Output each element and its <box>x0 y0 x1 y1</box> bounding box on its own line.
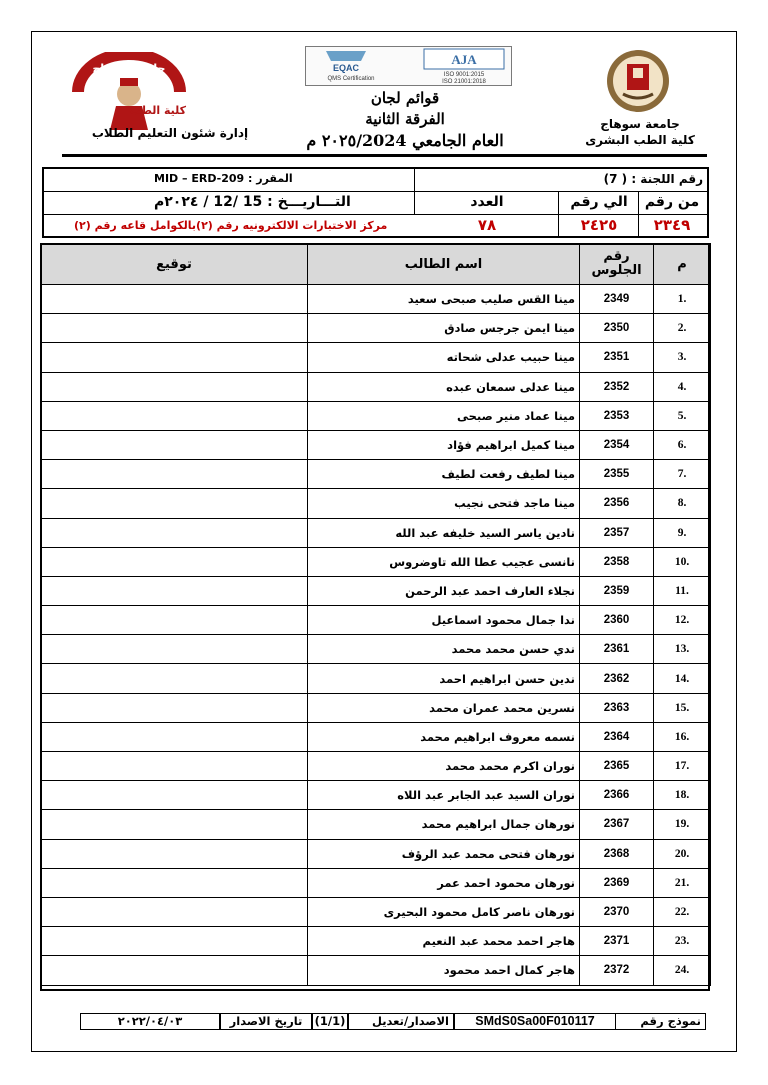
signature-cell <box>41 460 308 489</box>
university-name: جامعة سوهاج <box>600 117 680 131</box>
row-number: .2 <box>654 314 711 343</box>
table-row <box>41 752 711 781</box>
svg-text:جامعة سوهاج: جامعة سوهاج <box>92 62 166 75</box>
svg-text:كلية الطب: كلية الطب <box>129 104 187 117</box>
from-label: من رقم <box>644 194 700 210</box>
from-value: ٢٣٤٩ <box>653 216 691 234</box>
table-row <box>41 343 711 372</box>
row-number: .13 <box>654 635 711 664</box>
signature-cell <box>41 868 308 897</box>
row-number: .14 <box>654 664 711 693</box>
signature-cell <box>41 635 308 664</box>
signature-cell <box>41 547 308 576</box>
seat-number: 2367 <box>580 810 654 839</box>
row-number: .24 <box>654 956 711 985</box>
table-row <box>41 810 711 839</box>
count-value: ٧٨ <box>477 216 497 234</box>
col-header-seat: رقم الجلوس <box>580 244 654 285</box>
student-name: نوران السيد عبد الجابر عبد اللاه <box>308 781 580 810</box>
count-label: العدد <box>470 194 504 210</box>
student-name: ندا جمال محمود اسماعيل <box>308 606 580 635</box>
committee-info-box <box>42 167 709 238</box>
row-number: .10 <box>654 547 711 576</box>
signature-cell <box>41 839 308 868</box>
seat-number: 2366 <box>580 781 654 810</box>
signature-cell <box>41 722 308 751</box>
table-row <box>41 897 711 926</box>
form-number-label: نموذج رقم <box>616 1013 706 1030</box>
title-committee-lists: قوائم لجان <box>370 89 440 107</box>
signature-cell <box>41 285 308 314</box>
title-year-group: الفرقة الثانية <box>365 110 445 128</box>
students-table <box>40 243 711 986</box>
table-row <box>41 460 711 489</box>
page-header <box>0 0 768 160</box>
student-name: نانسى عجيب عطا الله تاوضروس <box>308 547 580 576</box>
student-name: هاجر كمال احمد محمود <box>308 956 580 985</box>
seat-number: 2353 <box>580 401 654 430</box>
seat-number: 2364 <box>580 722 654 751</box>
form-footer <box>80 1013 706 1030</box>
signature-cell <box>41 489 308 518</box>
signature-cell <box>41 810 308 839</box>
seat-number: 2358 <box>580 547 654 576</box>
student-name: مينا عماد منير صبحى <box>308 401 580 430</box>
student-name: مينا ايمن جرجس صادق <box>308 314 580 343</box>
svg-text:EQAC: EQAC <box>332 63 360 73</box>
student-name: مينا القس صليب صبحى سعيد <box>308 285 580 314</box>
issue-date-label: تاريخ الاصدار <box>220 1013 312 1030</box>
signature-cell <box>41 693 308 722</box>
seat-number: 2363 <box>580 693 654 722</box>
row-number: .16 <box>654 722 711 751</box>
student-name: نجلاء العارف احمد عبد الرحمن <box>308 576 580 605</box>
faculty-name <box>585 116 695 148</box>
table-row <box>41 781 711 810</box>
student-name: نورهان ناصر كامل محمود البحيرى <box>308 897 580 926</box>
row-number: .5 <box>654 401 711 430</box>
signature-cell <box>41 518 308 547</box>
exam-date: التـــاريـــخ : 15 /12 / ٢٠٢٤م <box>154 194 351 210</box>
seat-number: 2361 <box>580 635 654 664</box>
student-name: مينا لطيف رفعت لطيف <box>308 460 580 489</box>
document-titles <box>300 88 510 151</box>
table-row <box>41 722 711 751</box>
signature-cell <box>41 314 308 343</box>
seat-number: 2371 <box>580 927 654 956</box>
table-row <box>41 927 711 956</box>
signature-cell <box>41 343 308 372</box>
exam-location: مركز الاختبارات الالكترونيه رقم (٢)بالكوامل قاعه رقم (٢) <box>74 219 388 232</box>
table-row <box>41 956 711 985</box>
faculty-logo-icon <box>605 48 671 114</box>
table-row <box>41 664 711 693</box>
student-name: مينا كميل ابراهيم فؤاد <box>308 430 580 459</box>
department-name: إدارة شئون التعليم الطلاب <box>91 126 249 140</box>
signature-cell <box>41 606 308 635</box>
table-row <box>41 314 711 343</box>
seat-number: 2354 <box>580 430 654 459</box>
row-number: .4 <box>654 372 711 401</box>
seat-number: 2355 <box>580 460 654 489</box>
table-row <box>41 868 711 897</box>
university-logo-icon <box>70 52 188 130</box>
table-row <box>41 547 711 576</box>
issue-date-value: ٢٠٢٢/٠٤/٠٣ <box>80 1013 220 1030</box>
signature-cell <box>41 956 308 985</box>
student-name: ندي حسن محمد محمد <box>308 635 580 664</box>
form-code: SMdS0Sa00F010117 <box>454 1013 616 1030</box>
seat-number: 2365 <box>580 752 654 781</box>
row-number: .12 <box>654 606 711 635</box>
col-header-name: اسم الطالب <box>308 244 580 285</box>
svg-text:ISO 9001:2015: ISO 9001:2015 <box>443 72 485 78</box>
table-row <box>41 693 711 722</box>
student-name: ندين حسن ابراهيم احمد <box>308 664 580 693</box>
signature-cell <box>41 897 308 926</box>
seat-number: 2356 <box>580 489 654 518</box>
student-name: مينا عدلى سمعان عبده <box>308 372 580 401</box>
student-name: نسمه معروف ابراهيم محمد <box>308 722 580 751</box>
student-name: نورهان فتحى محمد عبد الرؤف <box>308 839 580 868</box>
seat-number: 2350 <box>580 314 654 343</box>
certification-logos <box>305 46 512 86</box>
row-number: .22 <box>654 897 711 926</box>
row-number: .7 <box>654 460 711 489</box>
to-label: الي رقم <box>570 194 628 210</box>
student-name: نورهان جمال ابراهيم محمد <box>308 810 580 839</box>
seat-number: 2369 <box>580 868 654 897</box>
row-number: .21 <box>654 868 711 897</box>
table-row <box>41 285 711 314</box>
svg-text:QMS Certification: QMS Certification <box>327 76 375 82</box>
signature-cell <box>41 576 308 605</box>
seat-number: 2351 <box>580 343 654 372</box>
row-number: .8 <box>654 489 711 518</box>
seat-number: 2368 <box>580 839 654 868</box>
signature-cell <box>41 752 308 781</box>
table-row <box>41 839 711 868</box>
student-name: نادين ياسر السيد خليفه عبد الله <box>308 518 580 547</box>
table-row <box>41 635 711 664</box>
signature-cell <box>41 927 308 956</box>
signature-cell <box>41 664 308 693</box>
cert-right-text: AJA <box>451 52 477 67</box>
edition-value: (1/1) <box>312 1013 348 1030</box>
seat-number: 2372 <box>580 956 654 985</box>
table-row <box>41 576 711 605</box>
seat-number: 2349 <box>580 285 654 314</box>
col-header-num: م <box>654 244 711 285</box>
header-divider <box>62 154 707 157</box>
table-row <box>41 401 711 430</box>
row-number: .1 <box>654 285 711 314</box>
row-number: .17 <box>654 752 711 781</box>
course-code: المقرر : MID – ERD-209 <box>154 172 293 185</box>
row-number: .18 <box>654 781 711 810</box>
signature-cell <box>41 372 308 401</box>
committee-number: رقم اللجنة : ( 7) <box>603 172 703 186</box>
student-name: هاجر احمد محمد عبد النعيم <box>308 927 580 956</box>
seat-number: 2362 <box>580 664 654 693</box>
student-name: مينا ماجد فتحى نجيب <box>308 489 580 518</box>
title-academic-year: العام الجامعي ٢٠٢٥/2024 م <box>306 131 504 150</box>
student-name: نوران اكرم محمد محمد <box>308 752 580 781</box>
seat-number: 2357 <box>580 518 654 547</box>
seat-number: 2360 <box>580 606 654 635</box>
student-name: مينا حبيب عدلى شحاته <box>308 343 580 372</box>
seat-number: 2352 <box>580 372 654 401</box>
signature-cell <box>41 430 308 459</box>
table-row <box>41 372 711 401</box>
col-header-signature: توقيع <box>41 244 308 285</box>
signature-cell <box>41 781 308 810</box>
row-number: .6 <box>654 430 711 459</box>
signature-cell <box>41 401 308 430</box>
row-number: .15 <box>654 693 711 722</box>
table-row <box>41 518 711 547</box>
certification-icon <box>306 47 511 85</box>
table-header-row <box>41 244 711 285</box>
student-name: نسرين محمد عمران محمد <box>308 693 580 722</box>
row-number: .19 <box>654 810 711 839</box>
table-row <box>41 430 711 459</box>
faculty-label: كلية الطب البشرى <box>585 133 695 147</box>
student-name: نورهان محمود احمد عمر <box>308 868 580 897</box>
row-number: .3 <box>654 343 711 372</box>
seat-number: 2359 <box>580 576 654 605</box>
row-number: .11 <box>654 576 711 605</box>
row-number: .20 <box>654 839 711 868</box>
table-row <box>41 606 711 635</box>
row-number: .9 <box>654 518 711 547</box>
edition-label: الاصدار/تعديل <box>348 1013 454 1030</box>
to-value: ٢٤٢٥ <box>580 216 618 234</box>
svg-text:ISO 21001:2018: ISO 21001:2018 <box>442 79 486 85</box>
seat-number: 2370 <box>580 897 654 926</box>
table-row <box>41 489 711 518</box>
row-number: .23 <box>654 927 711 956</box>
